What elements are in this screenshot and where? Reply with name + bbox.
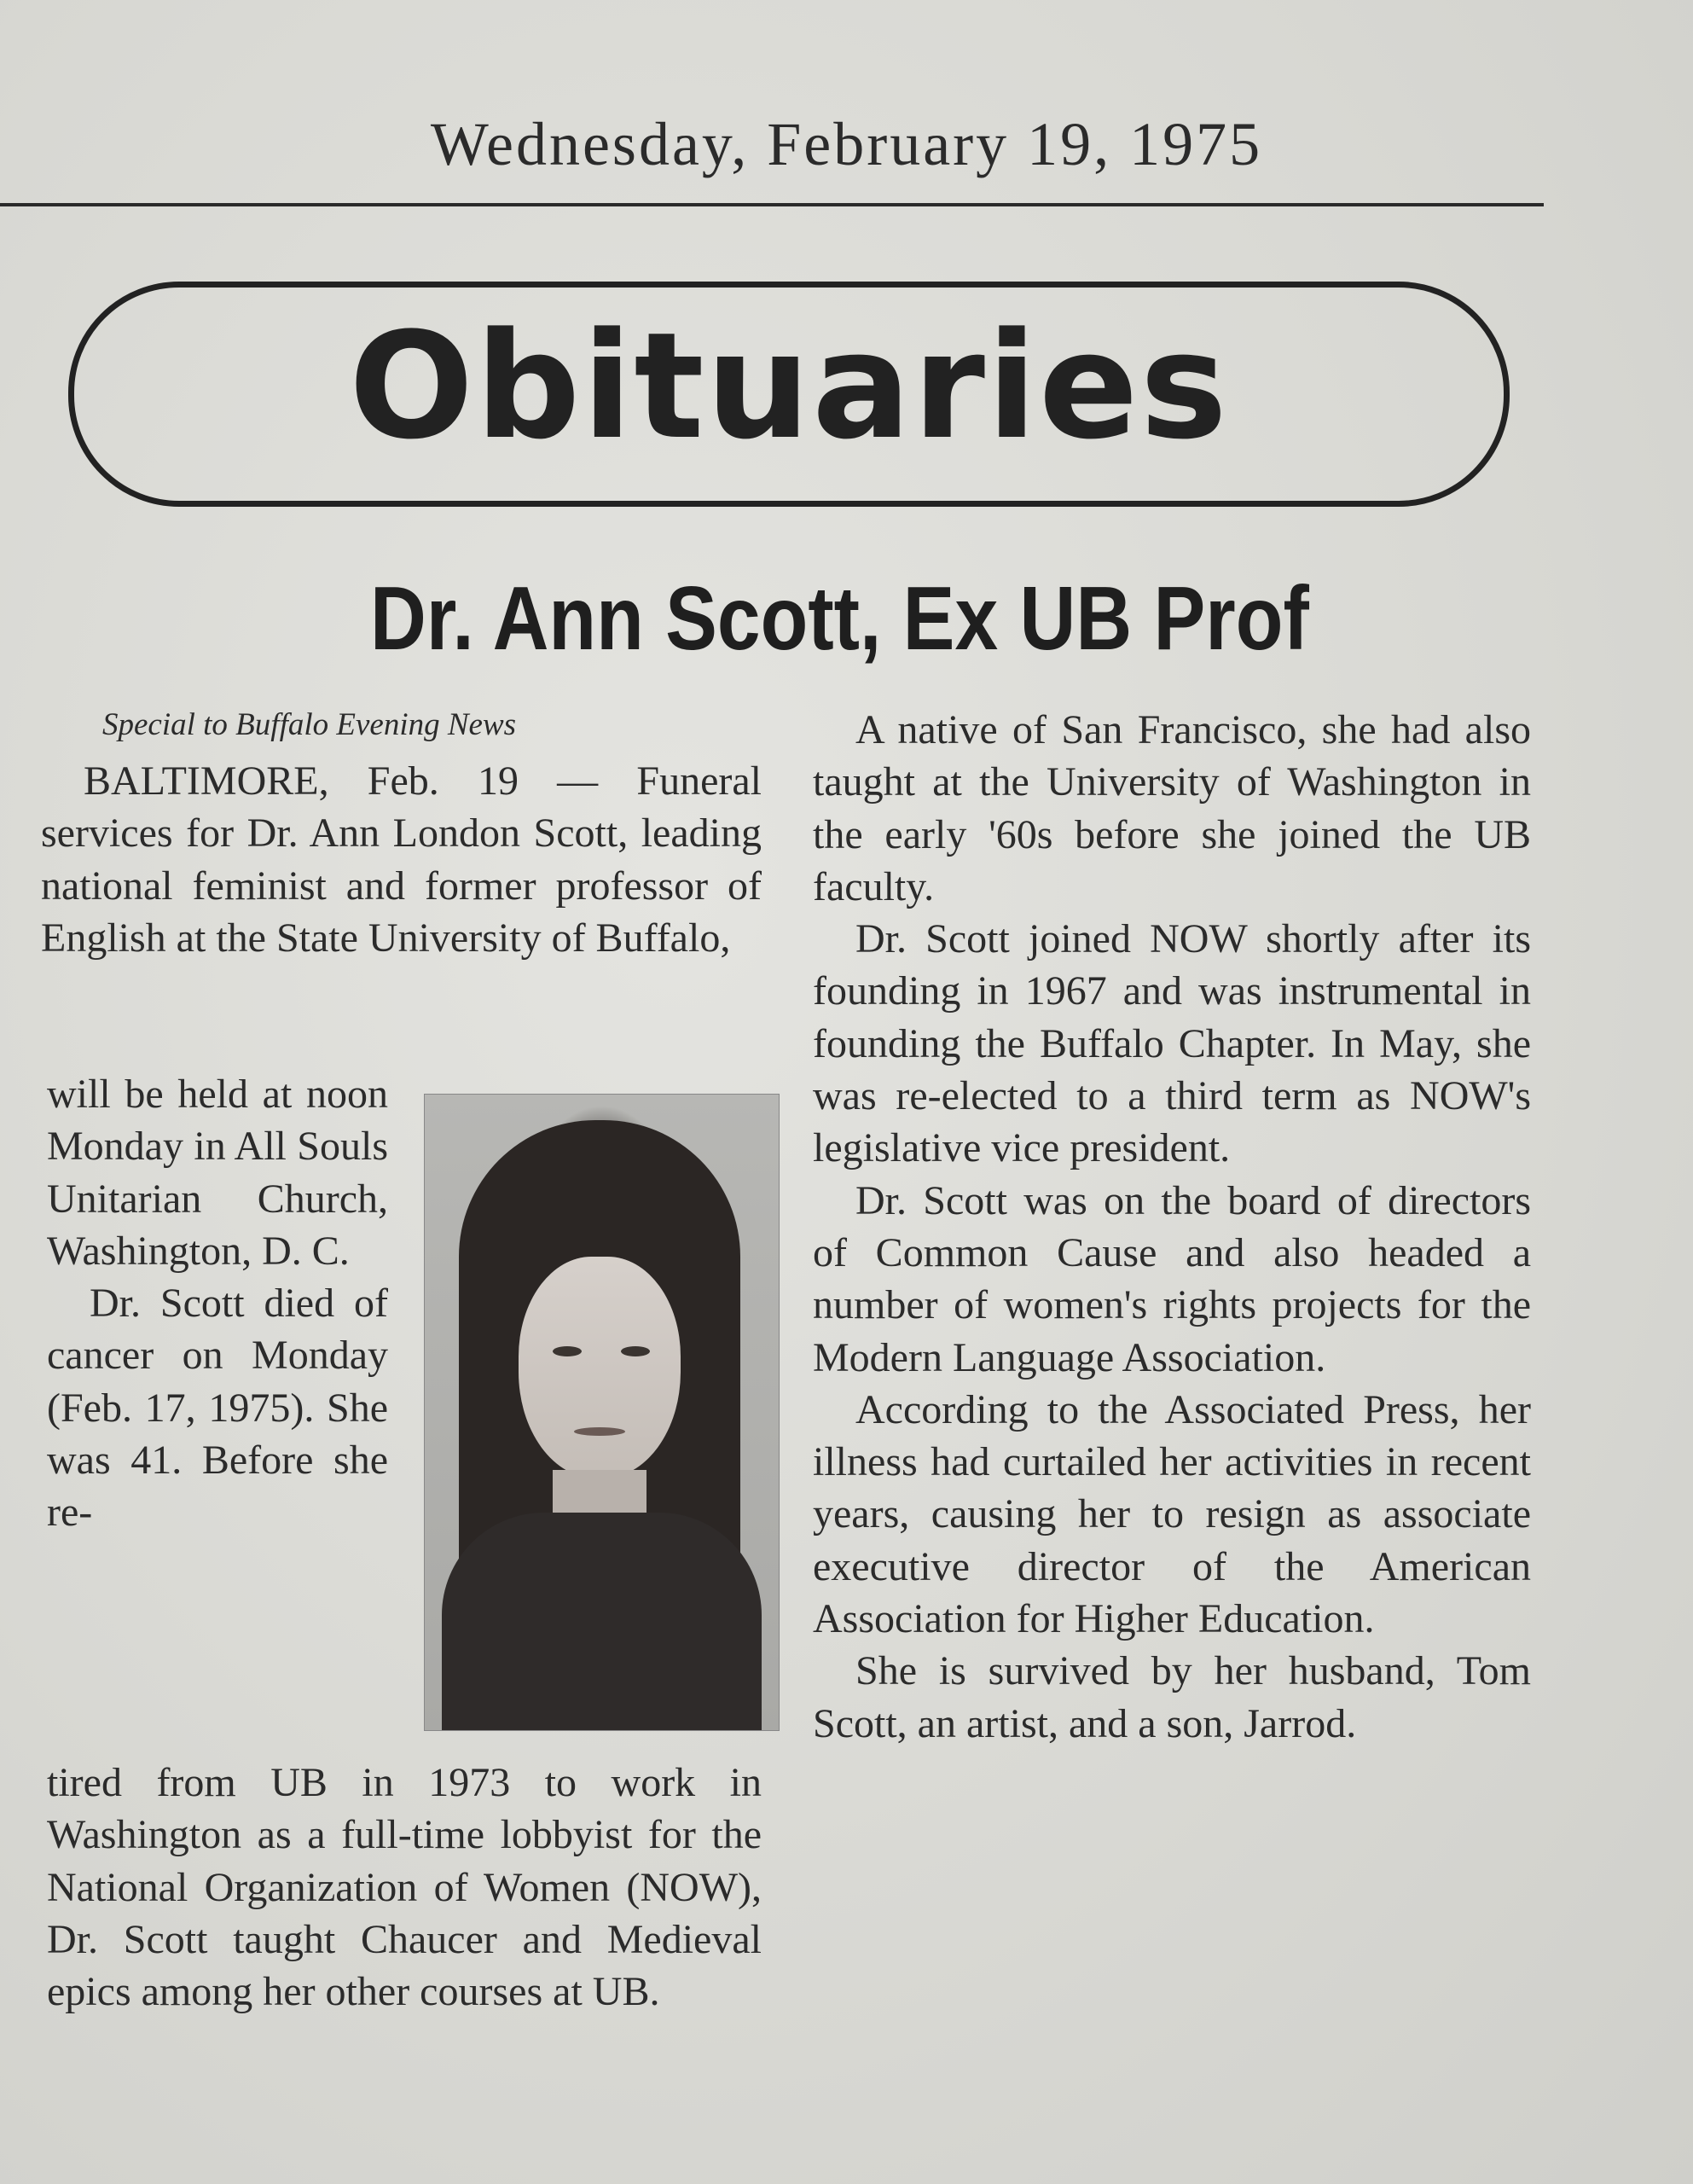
article-paragraph: According to the Associated Press, her illness had curtailed her activities in recent years, causing her to resign as associate executive director of the American Association for Higher Education.: [813, 1386, 1531, 1642]
article-column-right: [813, 704, 1531, 1750]
article-paragraph: A native of San Francisco, she had also taught at the University of Washington in the early '60s before she joined the UB faculty.: [813, 707, 1531, 909]
article-paragraph: will be held at noon Monday in All Souls Unitarian Church, Washington, D. C.: [47, 1072, 388, 1274]
article-byline: Special to Buffalo Evening News: [102, 707, 517, 742]
photo-mouth: [574, 1427, 625, 1436]
divider: [0, 203, 1544, 206]
article-paragraph: Dr. Scott joined NOW shortly after its founding in 1967 and was instrumental in founding the Buffalo Chapter. In May, she was re-elected to a third term as NOW's legislative vice president.: [813, 916, 1531, 1171]
portrait-photo: [424, 1094, 780, 1731]
article-paragraph: BALTIMORE, Feb. 19 — Funeral services for Dr. Ann London Scott, leading national feminist and former professor of English at the State University of Buffalo,: [41, 758, 762, 961]
article-paragraph: Dr. Scott was on the board of directors of Common Cause and also headed a number of women's rights projects for the Modern Language Association.: [813, 1177, 1531, 1380]
page-date: Wednesday, February 19, 1975: [430, 110, 1263, 178]
article-column-left-narrow: [47, 1068, 388, 1539]
photo-eye: [621, 1346, 650, 1356]
article-paragraph: Dr. Scott died of cancer on Monday (Feb. 17, 1975). She was 41. Before she re-: [47, 1281, 388, 1536]
section-title: Obituaries: [349, 300, 1229, 472]
article-paragraph: She is survived by her husband, Tom Scott, an artist, and a son, Jarrod.: [813, 1648, 1531, 1746]
photo-shirt: [442, 1513, 762, 1731]
photo-eye: [553, 1346, 582, 1356]
article-paragraph: tired from UB in 1973 to work in Washington as a full-time lobbyist for the National Organization of Women (NOW), Dr. Scott taught Chaucer and Medieval epics among her other courses at UB.: [47, 1760, 762, 2015]
photo-face: [519, 1257, 681, 1478]
article-headline: Dr. Ann Scott, Ex UB Prof: [370, 568, 1309, 669]
article-column-left-bottom: [47, 1757, 762, 2018]
article-column-left-top: [41, 755, 762, 964]
